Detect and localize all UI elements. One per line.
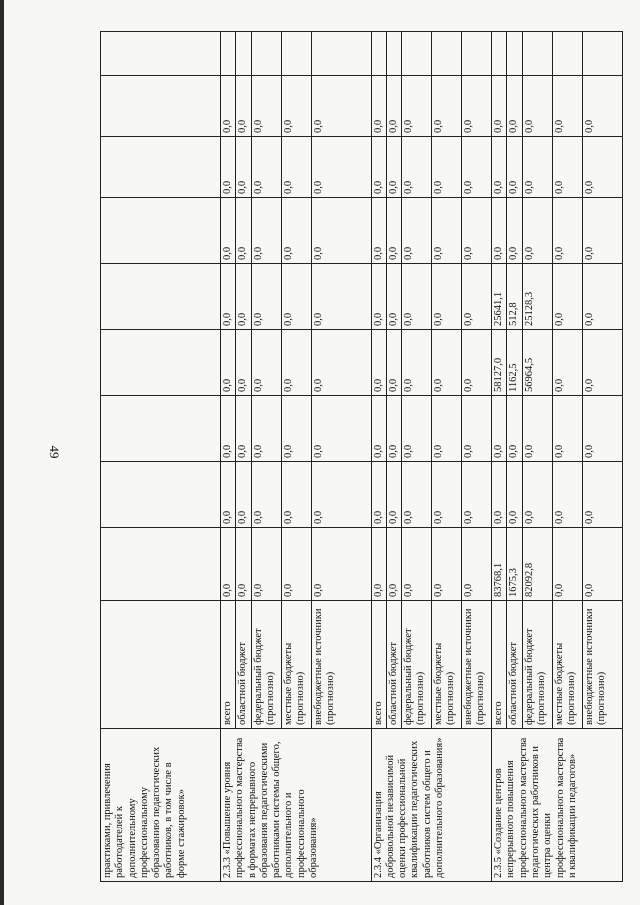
value-cell: 0,0 <box>221 462 236 528</box>
value-cell <box>462 32 492 76</box>
value-cell: 0,0 <box>371 330 386 396</box>
source-cell: федеральный бюджет (прогнозно) <box>402 601 432 729</box>
source-cell: внебюджетные источники (прогнозно) <box>311 601 371 729</box>
value-cell: 0,0 <box>492 76 507 137</box>
source-cell: всего <box>371 601 386 729</box>
source-cell: всего <box>221 601 236 729</box>
value-cell: 0,0 <box>251 462 281 528</box>
source-cell: областной бюджет <box>386 601 401 729</box>
value-cell: 0,0 <box>371 76 386 137</box>
value-cell: 0,0 <box>221 330 236 396</box>
value-cell <box>432 32 462 76</box>
value-cell: 0,0 <box>221 76 236 137</box>
value-cell <box>101 137 221 198</box>
value-cell: 0,0 <box>221 198 236 264</box>
value-cell: 0,0 <box>371 264 386 330</box>
value-cell: 0,0 <box>402 198 432 264</box>
value-cell: 25641,1 <box>492 264 507 330</box>
value-cell: 0,0 <box>552 137 582 198</box>
value-cell <box>552 32 582 76</box>
value-cell: 0,0 <box>522 198 552 264</box>
value-cell <box>281 32 311 76</box>
value-cell: 0,0 <box>371 528 386 601</box>
source-cell: местные бюджеты (прогнозно) <box>432 601 462 729</box>
source-cell: местные бюджеты (прогнозно) <box>552 601 582 729</box>
value-cell: 0,0 <box>582 264 622 330</box>
value-cell: 0,0 <box>281 198 311 264</box>
value-cell: 0,0 <box>552 198 582 264</box>
value-cell: 0,0 <box>221 264 236 330</box>
value-cell: 0,0 <box>552 330 582 396</box>
value-cell: 0,0 <box>311 528 371 601</box>
value-cell: 0,0 <box>402 264 432 330</box>
value-cell: 0,0 <box>386 330 401 396</box>
value-cell: 0,0 <box>386 198 401 264</box>
value-cell <box>101 528 221 601</box>
value-cell: 0,0 <box>402 76 432 137</box>
value-cell <box>402 32 432 76</box>
value-cell: 0,0 <box>251 198 281 264</box>
value-cell: 0,0 <box>311 198 371 264</box>
value-cell: 0,0 <box>371 137 386 198</box>
value-cell: 0,0 <box>402 330 432 396</box>
value-cell: 0,0 <box>492 462 507 528</box>
value-cell <box>236 32 251 76</box>
value-cell <box>251 32 281 76</box>
value-cell: 0,0 <box>281 137 311 198</box>
value-cell: 0,0 <box>552 76 582 137</box>
value-cell: 0,0 <box>522 137 552 198</box>
value-cell: 0,0 <box>386 264 401 330</box>
source-cell <box>101 601 221 729</box>
table-row <box>101 32 221 882</box>
value-cell: 0,0 <box>402 462 432 528</box>
value-cell: 0,0 <box>552 528 582 601</box>
measure-cell: 2.3.4 «Организация добровольной независимой оценки профессиональной квалификации педагогических работников систем общего и дополнительного образования» <box>371 729 492 882</box>
value-cell: 0,0 <box>432 528 462 601</box>
value-cell: 0,0 <box>236 396 251 462</box>
value-cell <box>101 396 221 462</box>
measure-cell: 2.3.5 «Создание центров непрерывного повышения профессионального мастерства педагогических работников и центра оценки профессионального мастерства и квалификации педагогов» <box>492 729 623 882</box>
value-cell: 0,0 <box>552 264 582 330</box>
value-cell: 0,0 <box>402 528 432 601</box>
source-cell: внебюджетные источники (прогнозно) <box>462 601 492 729</box>
value-cell: 0,0 <box>281 264 311 330</box>
value-cell: 0,0 <box>582 462 622 528</box>
measure-cell: 2.3.3 «Повышение уровня профессионального мастерства в форматах непрерывного образования педагогическими работниками системы общего, дополнительного и профессионального образования» <box>221 729 372 882</box>
source-cell: областной бюджет <box>236 601 251 729</box>
value-cell: 0,0 <box>386 396 401 462</box>
value-cell: 0,0 <box>462 330 492 396</box>
value-cell: 0,0 <box>251 264 281 330</box>
source-cell: всего <box>492 601 507 729</box>
value-cell: 0,0 <box>311 137 371 198</box>
value-cell <box>221 32 236 76</box>
value-cell: 0,0 <box>236 76 251 137</box>
value-cell: 0,0 <box>402 396 432 462</box>
value-cell: 0,0 <box>522 76 552 137</box>
value-cell <box>101 330 221 396</box>
value-cell: 0,0 <box>251 330 281 396</box>
value-cell: 0,0 <box>311 396 371 462</box>
value-cell: 0,0 <box>251 137 281 198</box>
value-cell: 0,0 <box>552 396 582 462</box>
source-cell: областной бюджет <box>507 601 522 729</box>
value-cell: 0,0 <box>507 462 522 528</box>
value-cell: 0,0 <box>432 330 462 396</box>
value-cell: 0,0 <box>386 76 401 137</box>
value-cell: 0,0 <box>432 264 462 330</box>
value-cell <box>371 32 386 76</box>
value-cell: 1675,3 <box>507 528 522 601</box>
value-cell: 0,0 <box>462 198 492 264</box>
value-cell <box>101 264 221 330</box>
value-cell: 0,0 <box>582 76 622 137</box>
value-cell: 0,0 <box>311 462 371 528</box>
scan-edge <box>0 0 4 905</box>
value-cell: 0,0 <box>236 528 251 601</box>
value-cell: 0,0 <box>371 462 386 528</box>
value-cell <box>101 32 221 76</box>
value-cell: 0,0 <box>462 396 492 462</box>
value-cell: 0,0 <box>507 137 522 198</box>
value-cell: 0,0 <box>386 137 401 198</box>
value-cell: 0,0 <box>522 396 552 462</box>
value-cell: 0,0 <box>507 396 522 462</box>
value-cell: 0,0 <box>582 396 622 462</box>
value-cell: 0,0 <box>462 462 492 528</box>
value-cell: 0,0 <box>386 462 401 528</box>
value-cell <box>507 32 522 76</box>
value-cell: 0,0 <box>432 396 462 462</box>
value-cell: 0,0 <box>281 462 311 528</box>
value-cell: 0,0 <box>236 330 251 396</box>
value-cell: 58127,0 <box>492 330 507 396</box>
rotated-table <box>100 32 607 882</box>
value-cell: 512,8 <box>507 264 522 330</box>
value-cell: 0,0 <box>311 264 371 330</box>
value-cell: 0,0 <box>492 198 507 264</box>
table-row <box>492 32 507 882</box>
value-cell <box>101 198 221 264</box>
value-cell: 0,0 <box>221 528 236 601</box>
table-row <box>371 32 386 882</box>
value-cell: 0,0 <box>462 137 492 198</box>
value-cell: 0,0 <box>281 76 311 137</box>
value-cell: 0,0 <box>462 264 492 330</box>
value-cell: 0,0 <box>236 462 251 528</box>
value-cell <box>492 32 507 76</box>
value-cell: 0,0 <box>432 137 462 198</box>
value-cell: 0,0 <box>582 137 622 198</box>
value-cell: 0,0 <box>386 528 401 601</box>
value-cell: 0,0 <box>552 462 582 528</box>
value-cell: 0,0 <box>507 76 522 137</box>
value-cell: 0,0 <box>462 76 492 137</box>
source-cell: федеральный бюджет (прогнозно) <box>522 601 552 729</box>
value-cell: 0,0 <box>371 396 386 462</box>
value-cell <box>101 76 221 137</box>
value-cell: 0,0 <box>492 137 507 198</box>
value-cell: 82092,8 <box>522 528 552 601</box>
value-cell: 0,0 <box>251 76 281 137</box>
value-cell <box>522 32 552 76</box>
value-cell: 56964,5 <box>522 330 552 396</box>
source-cell: федеральный бюджет (прогнозно) <box>251 601 281 729</box>
value-cell: 0,0 <box>251 396 281 462</box>
value-cell: 83768,1 <box>492 528 507 601</box>
measure-cell: практиками, привлечения работодателей к дополнительному профессиональному образованию педагогических работников, в том числе в форме стажировок» <box>101 729 221 882</box>
value-cell: 0,0 <box>507 198 522 264</box>
value-cell: 0,0 <box>432 76 462 137</box>
rotated-table-viewport <box>100 32 607 882</box>
value-cell: 0,0 <box>311 76 371 137</box>
value-cell: 0,0 <box>522 462 552 528</box>
value-cell: 0,0 <box>432 462 462 528</box>
source-cell: местные бюджеты (прогнозно) <box>281 601 311 729</box>
value-cell: 0,0 <box>281 396 311 462</box>
value-cell: 25128,3 <box>522 264 552 330</box>
value-cell: 0,0 <box>582 198 622 264</box>
value-cell: 0,0 <box>432 198 462 264</box>
value-cell <box>386 32 401 76</box>
value-cell <box>101 462 221 528</box>
value-cell: 0,0 <box>371 198 386 264</box>
budget-table <box>100 31 623 882</box>
value-cell: 0,0 <box>236 137 251 198</box>
table-row <box>221 32 236 882</box>
value-cell: 0,0 <box>251 528 281 601</box>
value-cell: 0,0 <box>221 137 236 198</box>
value-cell: 0,0 <box>281 528 311 601</box>
value-cell: 0,0 <box>582 330 622 396</box>
value-cell: 0,0 <box>492 396 507 462</box>
source-cell: внебюджетные источники (прогнозно) <box>582 601 622 729</box>
value-cell: 1162,5 <box>507 330 522 396</box>
value-cell <box>311 32 371 76</box>
value-cell: 0,0 <box>236 198 251 264</box>
value-cell: 0,0 <box>462 528 492 601</box>
value-cell: 0,0 <box>221 396 236 462</box>
value-cell: 0,0 <box>311 330 371 396</box>
value-cell: 0,0 <box>402 137 432 198</box>
value-cell <box>582 32 622 76</box>
value-cell: 0,0 <box>281 330 311 396</box>
value-cell: 0,0 <box>236 264 251 330</box>
value-cell: 0,0 <box>582 528 622 601</box>
